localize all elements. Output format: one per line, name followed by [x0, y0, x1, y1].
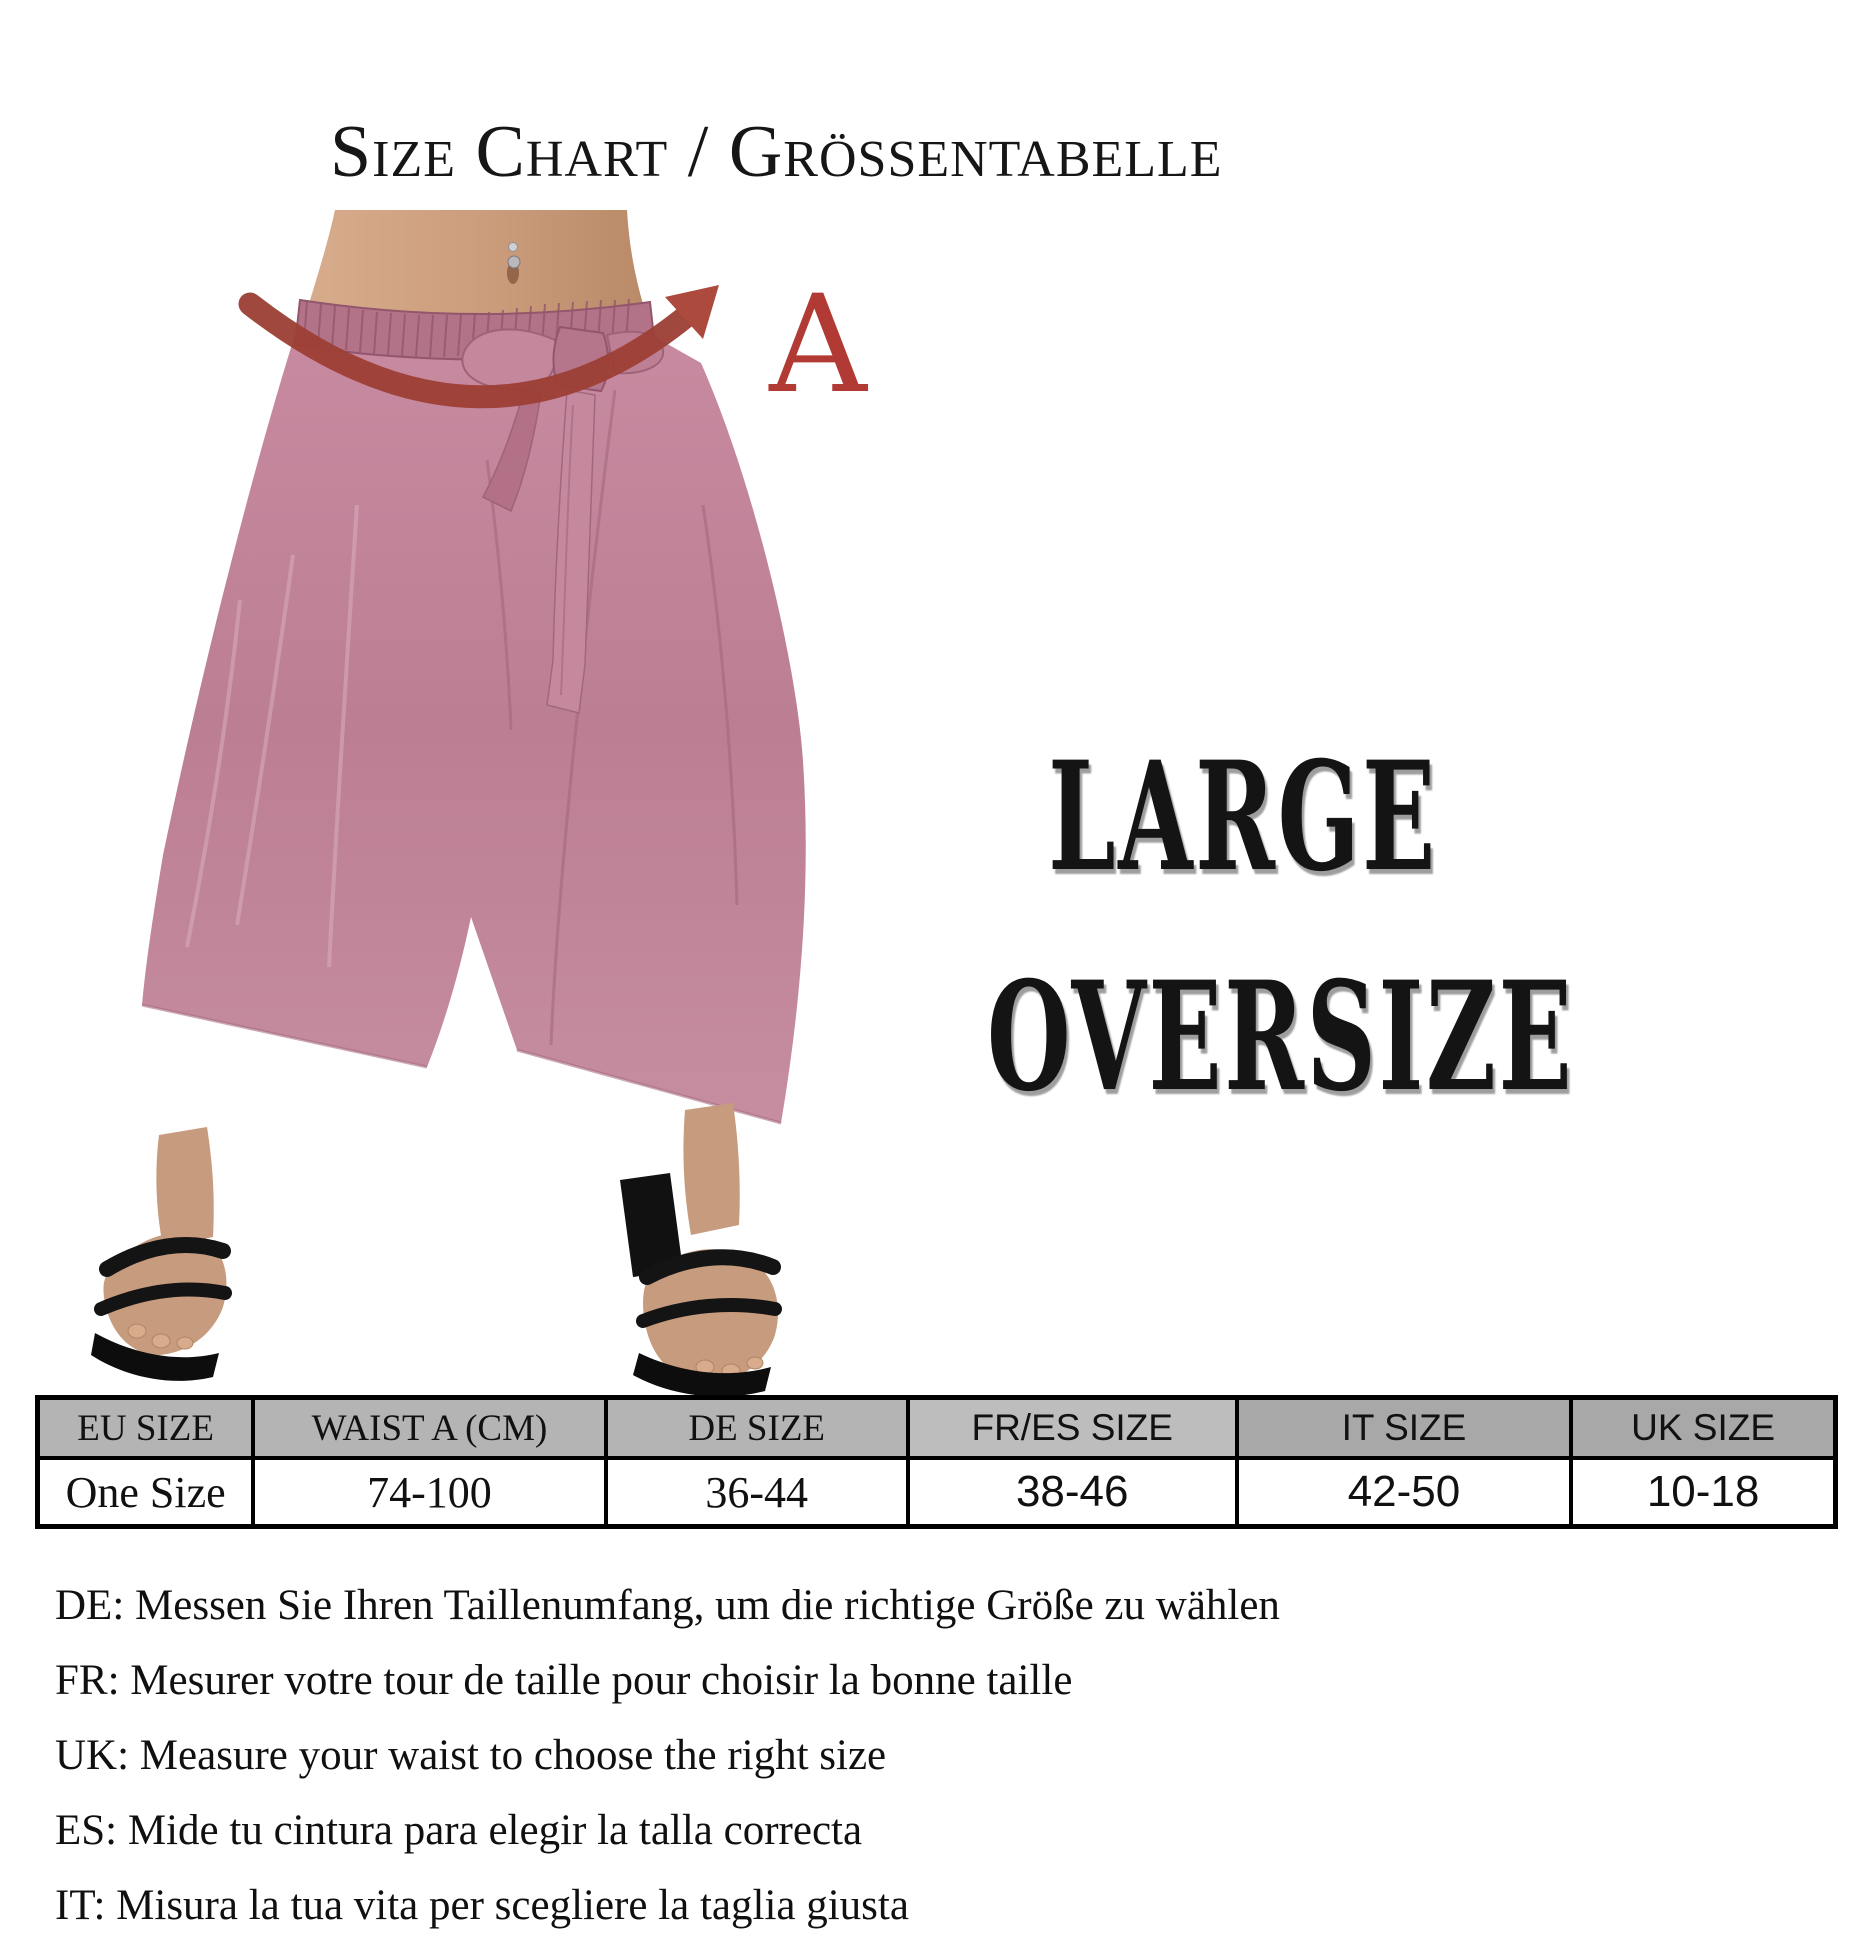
navel-piercing — [509, 243, 518, 252]
header-cell-de-size: DE SIZE — [606, 1398, 908, 1459]
cell-de-size: 36-44 — [606, 1458, 908, 1527]
left-ankle — [156, 1127, 213, 1247]
size-table-header-row — [38, 1398, 1836, 1459]
cell-it-size: 42-50 — [1237, 1458, 1571, 1527]
note-uk: UK: Measure your waist to choose the right size — [55, 1732, 887, 1779]
left-foot-toes — [152, 1334, 170, 1348]
size-table-data-row — [38, 1458, 1836, 1527]
measure-notes — [55, 1568, 1280, 1943]
left-foot-toes — [128, 1324, 146, 1338]
note-it: IT: Misura la tua vita per scegliere la taglia giusta — [55, 1882, 909, 1929]
model-torso — [305, 210, 647, 317]
size-table-wrap — [35, 1395, 1838, 1529]
header-cell-uk-size: UK SIZE — [1571, 1398, 1835, 1459]
right-ankle — [683, 1103, 739, 1235]
cell-uk-size: 10-18 — [1571, 1458, 1835, 1527]
header-cell-it-size: IT SIZE — [1237, 1398, 1571, 1459]
right-foot-toes — [747, 1357, 763, 1369]
cell-eu-size: One Size — [38, 1458, 254, 1527]
header-cell-fr-es-size: FR/ES SIZE — [908, 1398, 1237, 1459]
badge-line-oversize: OVERSIZE — [987, 949, 1575, 1125]
left-foot-toes — [177, 1337, 193, 1349]
waist-marker-letter: A — [769, 266, 867, 423]
badge-line-large: LARGE — [1048, 729, 1438, 905]
palazzo-pants — [142, 335, 806, 1123]
navel-piercing-ball — [508, 256, 520, 268]
note-de: DE: Messen Sie Ihren Taillenumfang, um die richtige Größe zu wählen — [55, 1582, 1280, 1629]
size-table — [35, 1395, 1838, 1529]
note-fr: FR: Mesurer votre tour de taille pour choisir la bonne taille — [55, 1657, 1073, 1704]
cell-waist-a: 74-100 — [253, 1458, 605, 1527]
page-title: Size Chart / Grössentabelle — [330, 111, 1223, 193]
note-es: ES: Mide tu cintura para elegir la talla correcta — [55, 1807, 863, 1854]
cell-fr-es-size: 38-46 — [908, 1458, 1237, 1527]
oversize-badge — [843, 729, 1643, 1125]
header-cell-waist-a: WAIST A (CM) — [253, 1398, 605, 1459]
header-cell-eu-size: EU SIZE — [38, 1398, 254, 1459]
